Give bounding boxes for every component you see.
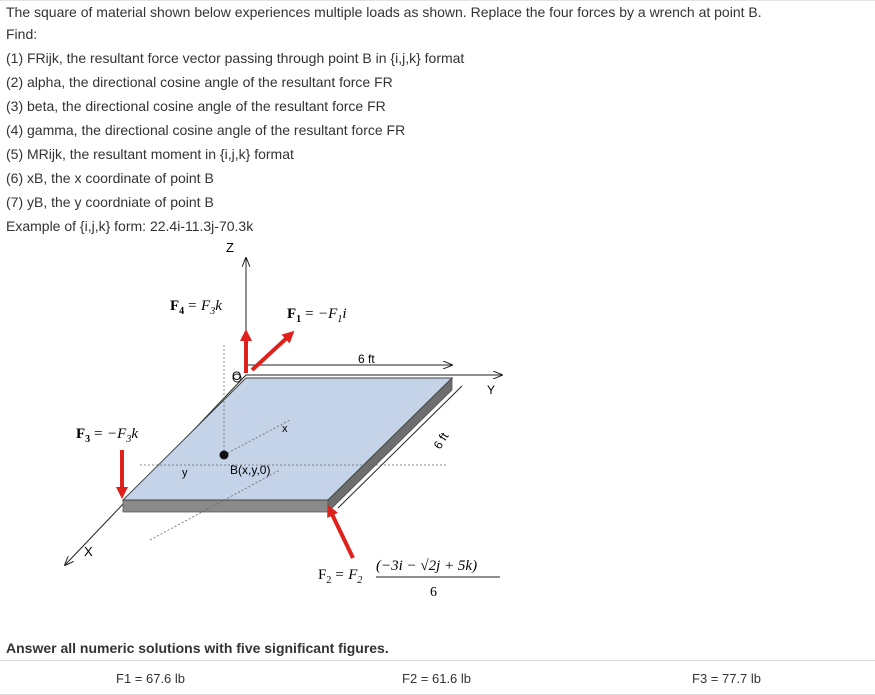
find-item-3: (3) beta, the directional cosine angle of the resultant force FR: [6, 98, 386, 114]
find-item-2: (2) alpha, the directional cosine angle of the resultant force FR: [6, 74, 393, 90]
y-axis-label: Y: [487, 383, 496, 397]
given-values-row: [0, 660, 875, 695]
given-f3: F3 = 77.7 lb: [692, 671, 762, 686]
force-f2-numerator: (−3i − √2j + 5k): [376, 558, 478, 574]
z-axis-label: Z: [226, 240, 234, 255]
find-item-1: (1) FRijk, the resultant force vector passing through point B in {i,j,k} format: [6, 50, 465, 66]
dimension-top-label: 6 ft: [358, 352, 375, 366]
force-f3-label: $F_3 = -F_3k$: [76, 426, 139, 445]
force-f2-denominator: 6: [430, 585, 437, 600]
force-f2-arrow: [330, 510, 353, 558]
example-format: Example of {i,j,k} form: 22.4i-11.3j-70.3k: [6, 218, 254, 234]
find-item-5: (5) MRijk, the resultant moment in {i,j,k} format: [6, 146, 294, 162]
force-f2-label: $F_2 = F_2$: [318, 567, 363, 586]
find-item-6: (6) xB, the x coordinate of point B: [6, 170, 214, 186]
plate-front-face: [123, 500, 328, 512]
x-dimension-label: x: [282, 423, 288, 435]
point-b: [220, 451, 229, 460]
find-label: Find:: [6, 26, 38, 42]
top-divider: [0, 0, 875, 1]
given-f1: F1 = 67.6 lb: [116, 671, 186, 686]
force-f1-label: $F_1 = -F_1i$: [287, 306, 347, 325]
answer-note: Answer all numeric solutions with five significant figures.: [6, 640, 389, 656]
point-b-label: B(x,y,0): [230, 463, 271, 477]
find-item-7: (7) yB, the y coordniate of point B: [6, 194, 214, 210]
force-f4-label: $F_4 = F_3k$: [170, 298, 222, 317]
y-dimension-label: y: [182, 467, 188, 479]
dimension-side-label: 6 ft: [430, 430, 452, 452]
problem-intro: The square of material shown below experiences multiple loads as shown. Replace the four forces by a wrench at point B.: [6, 4, 762, 20]
origin-label: O: [232, 369, 242, 383]
find-item-4: (4) gamma, the directional cosine angle of the resultant force FR: [6, 122, 406, 138]
x-axis-label: X: [84, 544, 93, 559]
given-f2: F2 = 61.6 lb: [402, 671, 472, 686]
wrench-figure: [0, 240, 560, 605]
